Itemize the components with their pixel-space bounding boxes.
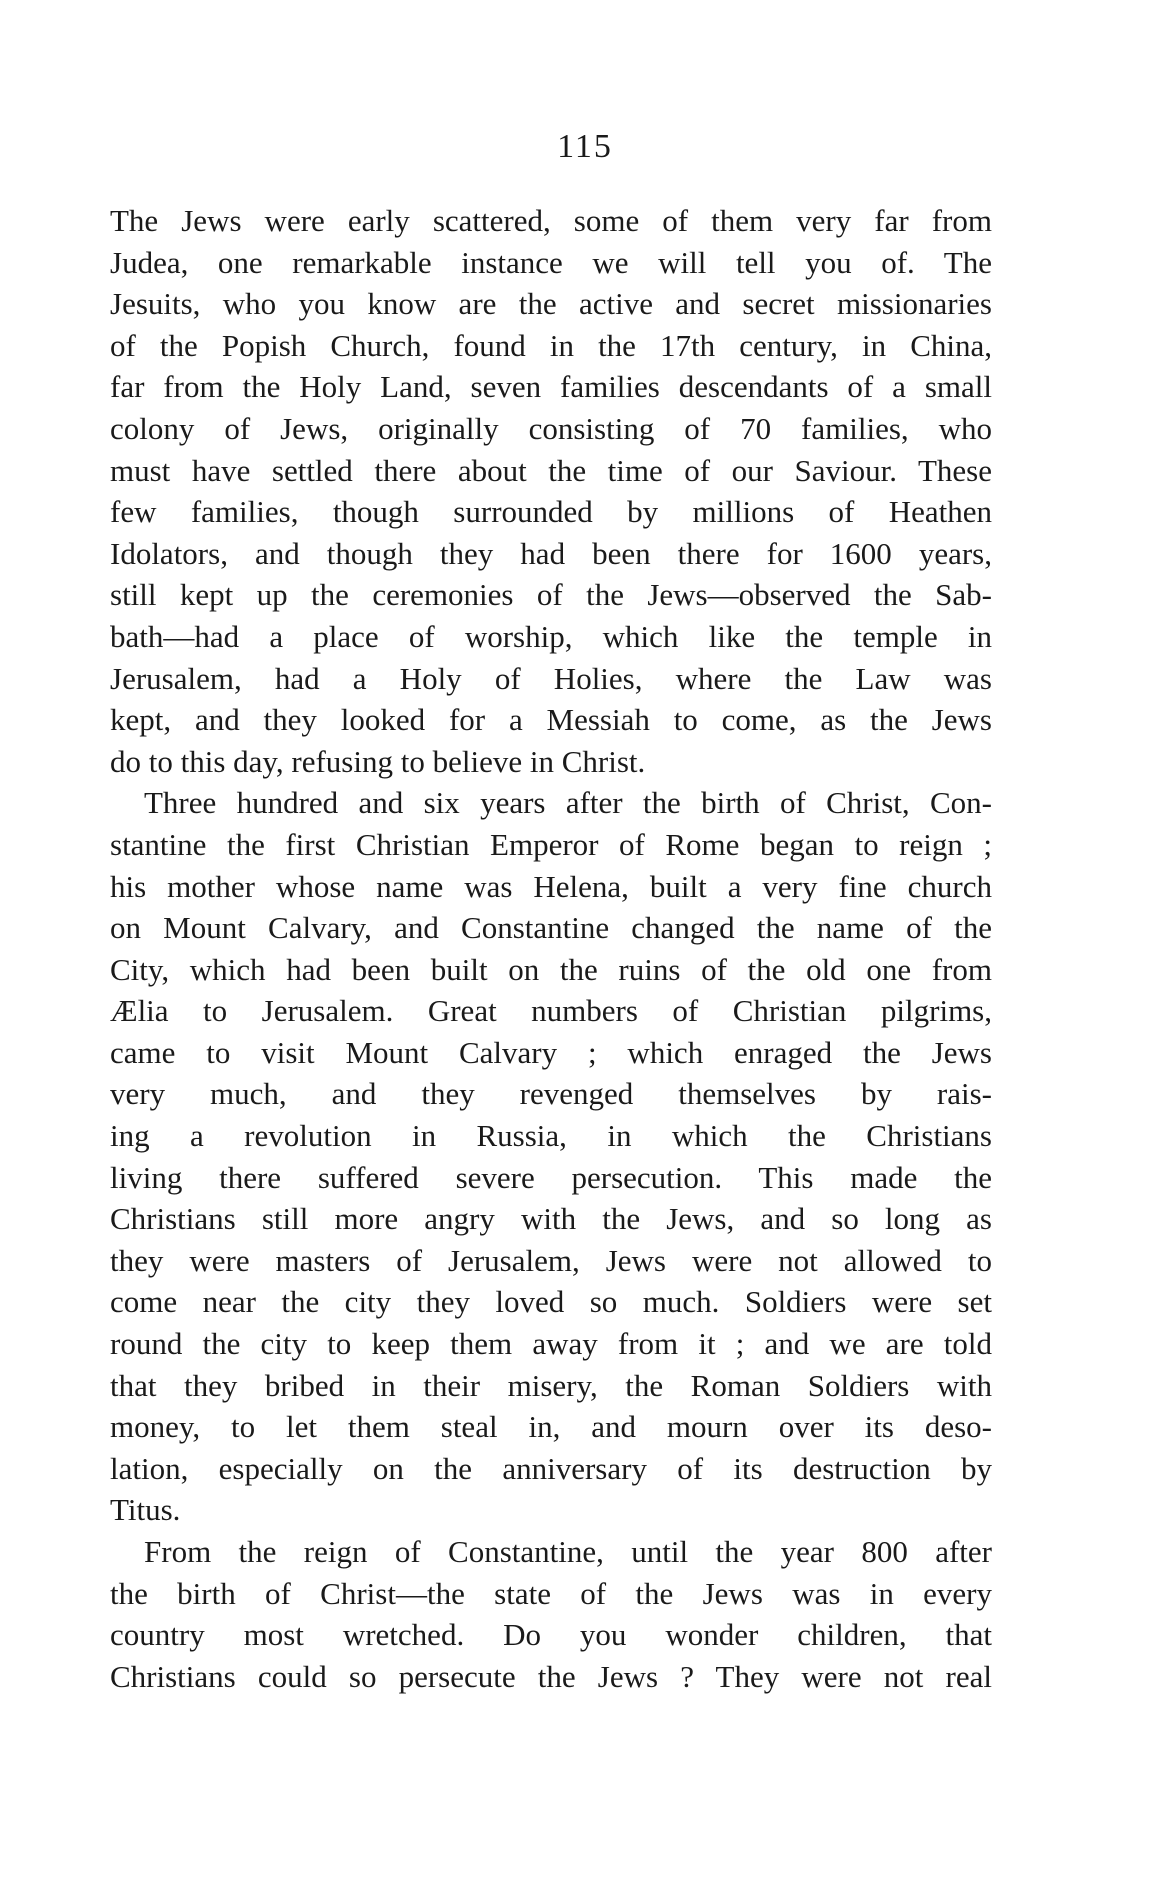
text-line: City, which had been built on the ruins of the old one from	[110, 951, 992, 987]
text-line: they were masters of Jerusalem, Jews were not allowed to	[110, 1242, 992, 1278]
text-line: still kept up the ceremonies of the Jews—observed the Sab-	[110, 577, 992, 613]
text-line: Idolators, and though they had been there for 1600 years,	[110, 535, 992, 571]
text-line: do to this day, refusing to believe in Christ.	[110, 743, 646, 779]
text-line: From the reign of Constantine, until the year 800 after	[144, 1534, 992, 1569]
text-line: Christians still more angry with the Jews, and so long as	[110, 1201, 992, 1237]
text-line: lation, especially on the anniversary of its destruction by	[110, 1450, 992, 1486]
text-line: Judea, one remarkable instance we will tell you of. The	[110, 244, 992, 280]
text-line: Jesuits, who you know are the active and secret missionaries	[110, 286, 992, 322]
text-line: few families, though surrounded by millions of Heathen	[110, 494, 992, 530]
text-line: kept, and they looked for a Messiah to come, as the Jews	[110, 702, 992, 738]
body-text	[110, 200, 992, 1697]
text-line: of the Popish Church, found in the 17th century, in China,	[110, 327, 992, 363]
text-line: on Mount Calvary, and Constantine changed the name of the	[110, 910, 992, 946]
text-line: money, to let them steal in, and mourn over its deso-	[110, 1409, 992, 1445]
text-line: stantine the first Christian Emperor of Rome began to reign ;	[110, 826, 992, 862]
text-line: Jerusalem, had a Holy of Holies, where the Law was	[110, 660, 992, 696]
text-line: very much, and they revenged themselves by rais-	[110, 1076, 992, 1112]
text-line: that they bribed in their misery, the Roman Soldiers with	[110, 1367, 992, 1403]
text-line: Titus.	[110, 1492, 181, 1528]
text-line: colony of Jews, originally consisting of 70 families, who	[110, 410, 992, 446]
text-line: came to visit Mount Calvary ; which enraged the Jews	[110, 1034, 992, 1070]
text-line: ing a revolution in Russia, in which the Christians	[110, 1118, 992, 1154]
text-line: his mother whose name was Helena, built a very fine church	[110, 868, 992, 904]
text-line: The Jews were early scattered, some of them very far from	[110, 203, 992, 238]
text-line: Three hundred and six years after the birth of Christ, Con-	[144, 785, 992, 821]
text-line: country most wretched. Do you wonder children, that	[110, 1617, 992, 1653]
page-number: 115	[557, 128, 613, 165]
text-line: Ælia to Jerusalem. Great numbers of Christian pilgrims,	[110, 993, 992, 1029]
text-line: far from the Holy Land, seven families descendants of a small	[110, 369, 992, 405]
text-line: bath—had a place of worship, which like the temple in	[110, 618, 992, 654]
text-line: come near the city they loved so much. Soldiers were set	[110, 1284, 992, 1320]
text-line: Christians could so persecute the Jews ? They were not real	[110, 1658, 992, 1694]
text-line: living there suffered severe persecution. This made the	[110, 1159, 992, 1195]
text-line: round the city to keep them away from it ; and we are told	[110, 1326, 992, 1362]
text-line: the birth of Christ—the state of the Jews was in every	[110, 1575, 992, 1611]
text-line: must have settled there about the time of our Saviour. These	[110, 452, 992, 488]
